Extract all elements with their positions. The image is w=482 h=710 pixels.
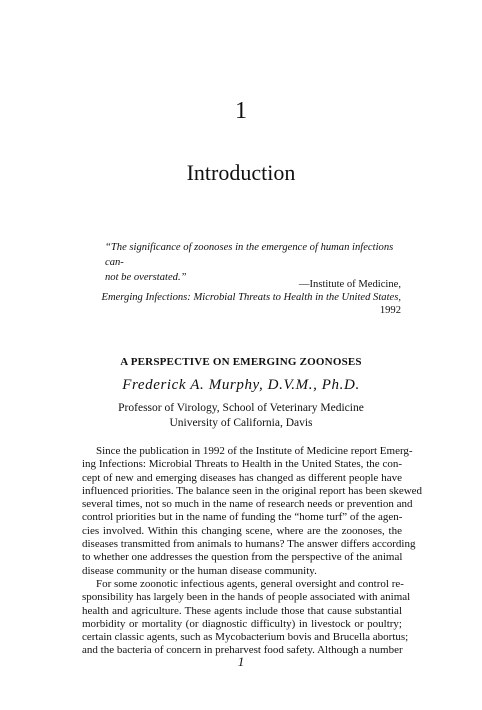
paragraph-line: several times, not so much in the name of research needs or prevention and bbox=[82, 498, 413, 511]
paragraph-line: to whether one addresses the question from the perspective of the animal bbox=[82, 551, 403, 564]
paragraph-line: ing Infections: Microbial Threats to Health in the United States, the con- bbox=[82, 458, 402, 471]
paragraph-line: For some zoonotic infectious agents, general oversight and control re- bbox=[96, 577, 404, 590]
body-text bbox=[82, 445, 423, 658]
paragraph-line: cept of new and emerging diseases has changed as different people have bbox=[82, 471, 402, 484]
chapter-number: 1 bbox=[235, 98, 247, 124]
paragraph-line: control priorities but in the name of funding the “home turf” of the agen- bbox=[82, 511, 403, 524]
chapter-title: Introduction bbox=[186, 160, 296, 185]
author-name: Frederick A. Murphy, D.V.M., Ph.D. bbox=[122, 377, 360, 393]
paragraph-line: health and agriculture. These agents include those that cause substantial bbox=[82, 604, 402, 617]
paragraph-line: morbidity or mortality (or diagnostic difficulty) in livestock or poultry; bbox=[82, 617, 402, 630]
paragraph-line: disease community or the human disease community. bbox=[82, 564, 317, 577]
paragraph-line: certain classic agents, such as Mycobacterium bovis and Brucella abortus; bbox=[82, 631, 409, 644]
paragraph-line: influenced priorities. The balance seen in the original report has been skewed bbox=[82, 484, 423, 497]
paragraph-line: diseases transmitted from animals to humans? The answer differs according bbox=[82, 538, 416, 551]
paragraph-line: Since the publication in 1992 of the Institute of Medicine report Emerg- bbox=[96, 445, 413, 457]
paragraph-line: sponsibility has largely been in the hands of people associated with animal bbox=[82, 591, 411, 604]
page-number: 1 bbox=[237, 654, 245, 669]
affiliation-line: Professor of Virology, School of Veterinary Medicine bbox=[118, 402, 364, 414]
section-heading: A PERSPECTIVE ON EMERGING ZOONOSES bbox=[120, 356, 362, 368]
author-affiliation bbox=[0, 401, 482, 431]
attribution-year: 1992 bbox=[379, 305, 401, 316]
affiliation-line: University of California, Davis bbox=[169, 417, 313, 429]
epigraph-line: “The significance of zoonoses in the emergence of human infections can- bbox=[105, 242, 394, 268]
epigraph-line: not be overstated.” bbox=[105, 272, 187, 283]
paragraph-line: and the bacteria of concern in preharvest food safety. Although a number bbox=[82, 644, 403, 657]
paragraph-line: cies involved. Within this changing scene, where are the zoonoses, the bbox=[82, 524, 402, 537]
epigraph-attribution bbox=[100, 278, 401, 317]
attribution-work: Emerging Infections: Microbial Threats to Health in the United States, bbox=[101, 292, 401, 303]
attribution-org: —Institute of Medicine, bbox=[298, 279, 401, 290]
